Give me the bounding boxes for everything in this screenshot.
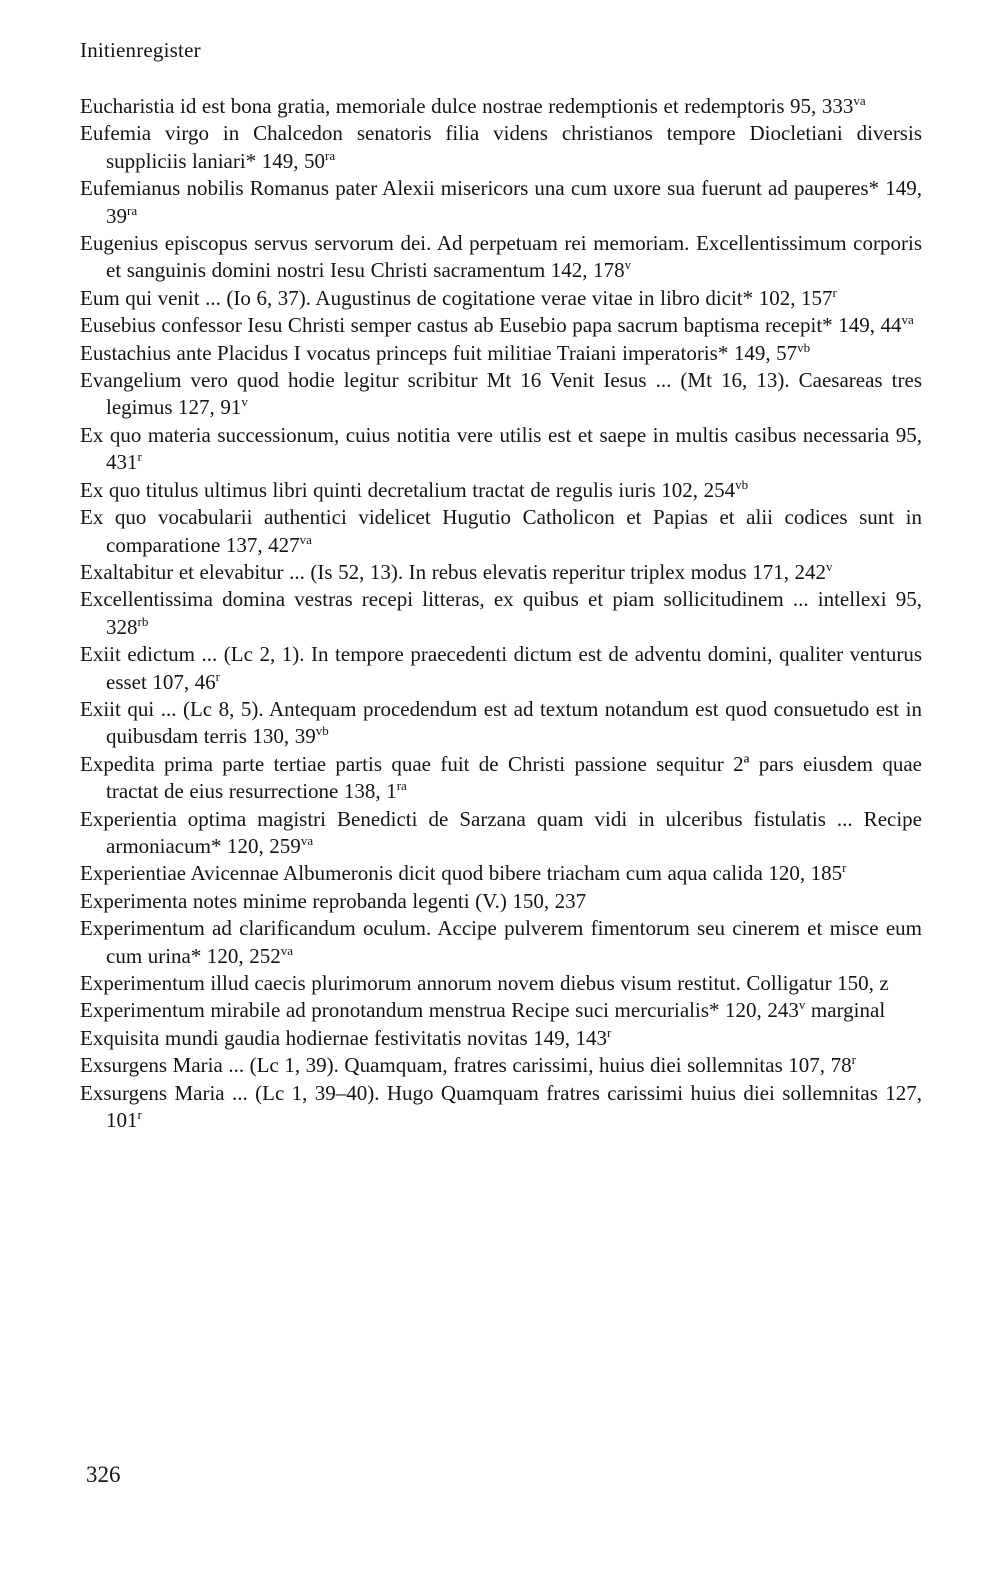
entry-text: Evangelium vero quod hodie legitur scribitur Mt 16 Venit Iesus ... (Mt 16, 13). Caesareas tres legimus 127, 91 xyxy=(80,368,922,420)
folio-side: v xyxy=(241,394,248,410)
folio-side: ra xyxy=(325,147,336,163)
index-entry xyxy=(80,504,922,559)
folio-side: r xyxy=(215,668,221,684)
folio-side: vb xyxy=(797,339,811,355)
entry-text: Experimentum ad clarificandum oculum. Accipe pulverem fimentorum seu cinerem et misce eum cum urina* 120, 252 xyxy=(80,916,922,968)
entry-text: Exquisita mundi gaudia hodiernae festivitatis novitas 149, 143 xyxy=(80,1025,608,1050)
index-entry xyxy=(80,175,922,230)
index-entry xyxy=(80,751,922,806)
entry-text: Experimentum illud caecis plurimorum annorum novem diebus visum restitut. Colligatur 150, z xyxy=(80,971,889,995)
entry-text: Exsurgens Maria ... (Lc 1, 39). Quamquam, fratres carissimi, huius diei sollemnitas 107, 78 xyxy=(80,1053,852,1078)
folio-side: va xyxy=(300,832,314,848)
entry-text: Experientia optima magistri Benedicti de Sarzana quam vidi in ulceribus fistulatis ... Recipe armoniacum* 120, 259 xyxy=(80,806,922,858)
index-entry xyxy=(80,860,922,887)
folio-side: va xyxy=(901,312,914,328)
entry-text: Experimentum mirabile ad pronotandum menstrua Recipe suci mercurialis* 120, 243 xyxy=(80,998,799,1023)
index-entry xyxy=(80,285,922,312)
index-entry xyxy=(80,915,922,970)
entry-text: Eusebius confessor Iesu Christi semper castus ab Eusebio papa sacrum baptisma recepit* 149, 44 xyxy=(80,313,902,338)
entry-text: Ex quo materia successionum, cuius notitia vere utilis est et saepe in multis casibus necessaria 95, 431 xyxy=(80,422,922,475)
index-entry xyxy=(80,367,922,422)
index-entry xyxy=(80,1025,922,1052)
index-entry xyxy=(80,696,922,751)
index-entry xyxy=(80,93,922,120)
folio-side: v xyxy=(826,558,833,574)
folio-side: r xyxy=(137,449,142,465)
index-entry xyxy=(80,1052,922,1079)
entry-text: Eufemianus nobilis Romanus pater Alexii misericors una cum uxore sua fuerunt ad pauperes* 149, 39 xyxy=(80,176,922,228)
folio-side: va xyxy=(299,531,312,547)
entry-text: Eum qui venit ... (Io 6, 37). Augustinus de cogitatione verae vitae in libro dicit* 102, 157 xyxy=(80,285,833,310)
entry-note: marginal xyxy=(805,998,886,1023)
entry-text: Exiit qui ... (Lc 8, 5). Antequam procedendum est ad textum notandum est quod consuetudo est in quibusdam terris 130, 39 xyxy=(80,696,922,749)
folio-side: ra xyxy=(396,778,407,794)
index-entry xyxy=(80,641,922,696)
index-entry xyxy=(80,586,922,641)
entry-text: Exsurgens Maria ... (Lc 1, 39–40). Hugo Quamquam fratres carissimi huius diei sollemnitas 127, 101 xyxy=(80,1080,922,1133)
folio-side: r xyxy=(137,1107,142,1123)
entry-text: Exaltabitur et elevabitur ... (Is 52, 13). In rebus elevatis reperitur triplex modus 171, 242 xyxy=(80,559,826,584)
incipit-list xyxy=(80,93,922,1134)
folio-side: vb xyxy=(735,476,749,492)
index-entry xyxy=(80,120,922,175)
entry-text: Excellentissima domina vestras recepi litteras, ex quibus et piam sollicitudinem ... intellexi 95, 328 xyxy=(80,587,922,639)
index-entry xyxy=(80,997,922,1024)
index-entry xyxy=(80,477,922,504)
entry-text: Expedita prima parte tertiae partis quae fuit de Christi passione sequitur 2ª pars eiusdem quae tractat de eius resurrectione 138, 1 xyxy=(80,751,922,804)
folio-side: r xyxy=(851,1052,856,1068)
folio-side: r xyxy=(842,860,847,876)
index-entry xyxy=(80,806,922,861)
entry-text: Exiit edictum ... (Lc 2, 1). In tempore praecedenti dictum est de adventu domini, qualiter venturus esset 107, 46 xyxy=(80,642,922,694)
index-entry xyxy=(80,422,922,477)
entry-text: Eufemia virgo in Chalcedon senatoris filia videns christianos tempore Diocletiani diversis suppliciis laniari* 149, 50 xyxy=(80,121,922,173)
entry-text: Ex quo titulus ultimus libri quinti decretalium tractat de regulis iuris 102, 254 xyxy=(80,477,736,502)
index-entry xyxy=(80,312,922,339)
entry-text: Ex quo vocabularii authentici videlicet Hugutio Catholicon et Papias et alii codices sunt in comparatione 137, 427 xyxy=(80,505,922,557)
entry-text: Experimenta notes minime reprobanda legenti (V.) 150, 237 xyxy=(80,888,587,913)
running-head: Initienregister xyxy=(80,38,201,62)
page-number: 326 xyxy=(86,1462,121,1487)
entry-text: Eugenius episcopus servus servorum dei. Ad perpetuam rei memoriam. Excellentissimum corporis et sanguinis domini nostri Iesu Christi sacramentum 142, 178 xyxy=(80,231,922,283)
folio-side: va xyxy=(280,942,293,958)
folio-side: vb xyxy=(315,723,329,739)
index-entry xyxy=(80,559,922,586)
folio-side: v xyxy=(798,997,806,1013)
entry-text: Experientiae Avicennae Albumeronis dicit quod bibere triacham cum aqua calida 120, 185 xyxy=(80,861,843,886)
index-entry xyxy=(80,888,922,915)
folio-side: r xyxy=(607,1024,612,1040)
folio-side: r xyxy=(832,284,837,300)
index-entry xyxy=(80,230,922,285)
index-entry xyxy=(80,340,922,367)
index-entry xyxy=(80,970,922,997)
folio-side: ra xyxy=(127,202,138,218)
index-entry xyxy=(80,1080,922,1135)
folio-side: v xyxy=(624,257,632,273)
folio-side: va xyxy=(853,93,866,108)
entry-text: Eucharistia id est bona gratia, memoriale dulce nostrae redemptionis et redemptoris 95, 333 xyxy=(80,94,854,118)
entry-text: Eustachius ante Placidus I vocatus princeps fuit militiae Traiani imperatoris* 149, 57 xyxy=(80,340,798,365)
folio-side: rb xyxy=(137,613,149,629)
